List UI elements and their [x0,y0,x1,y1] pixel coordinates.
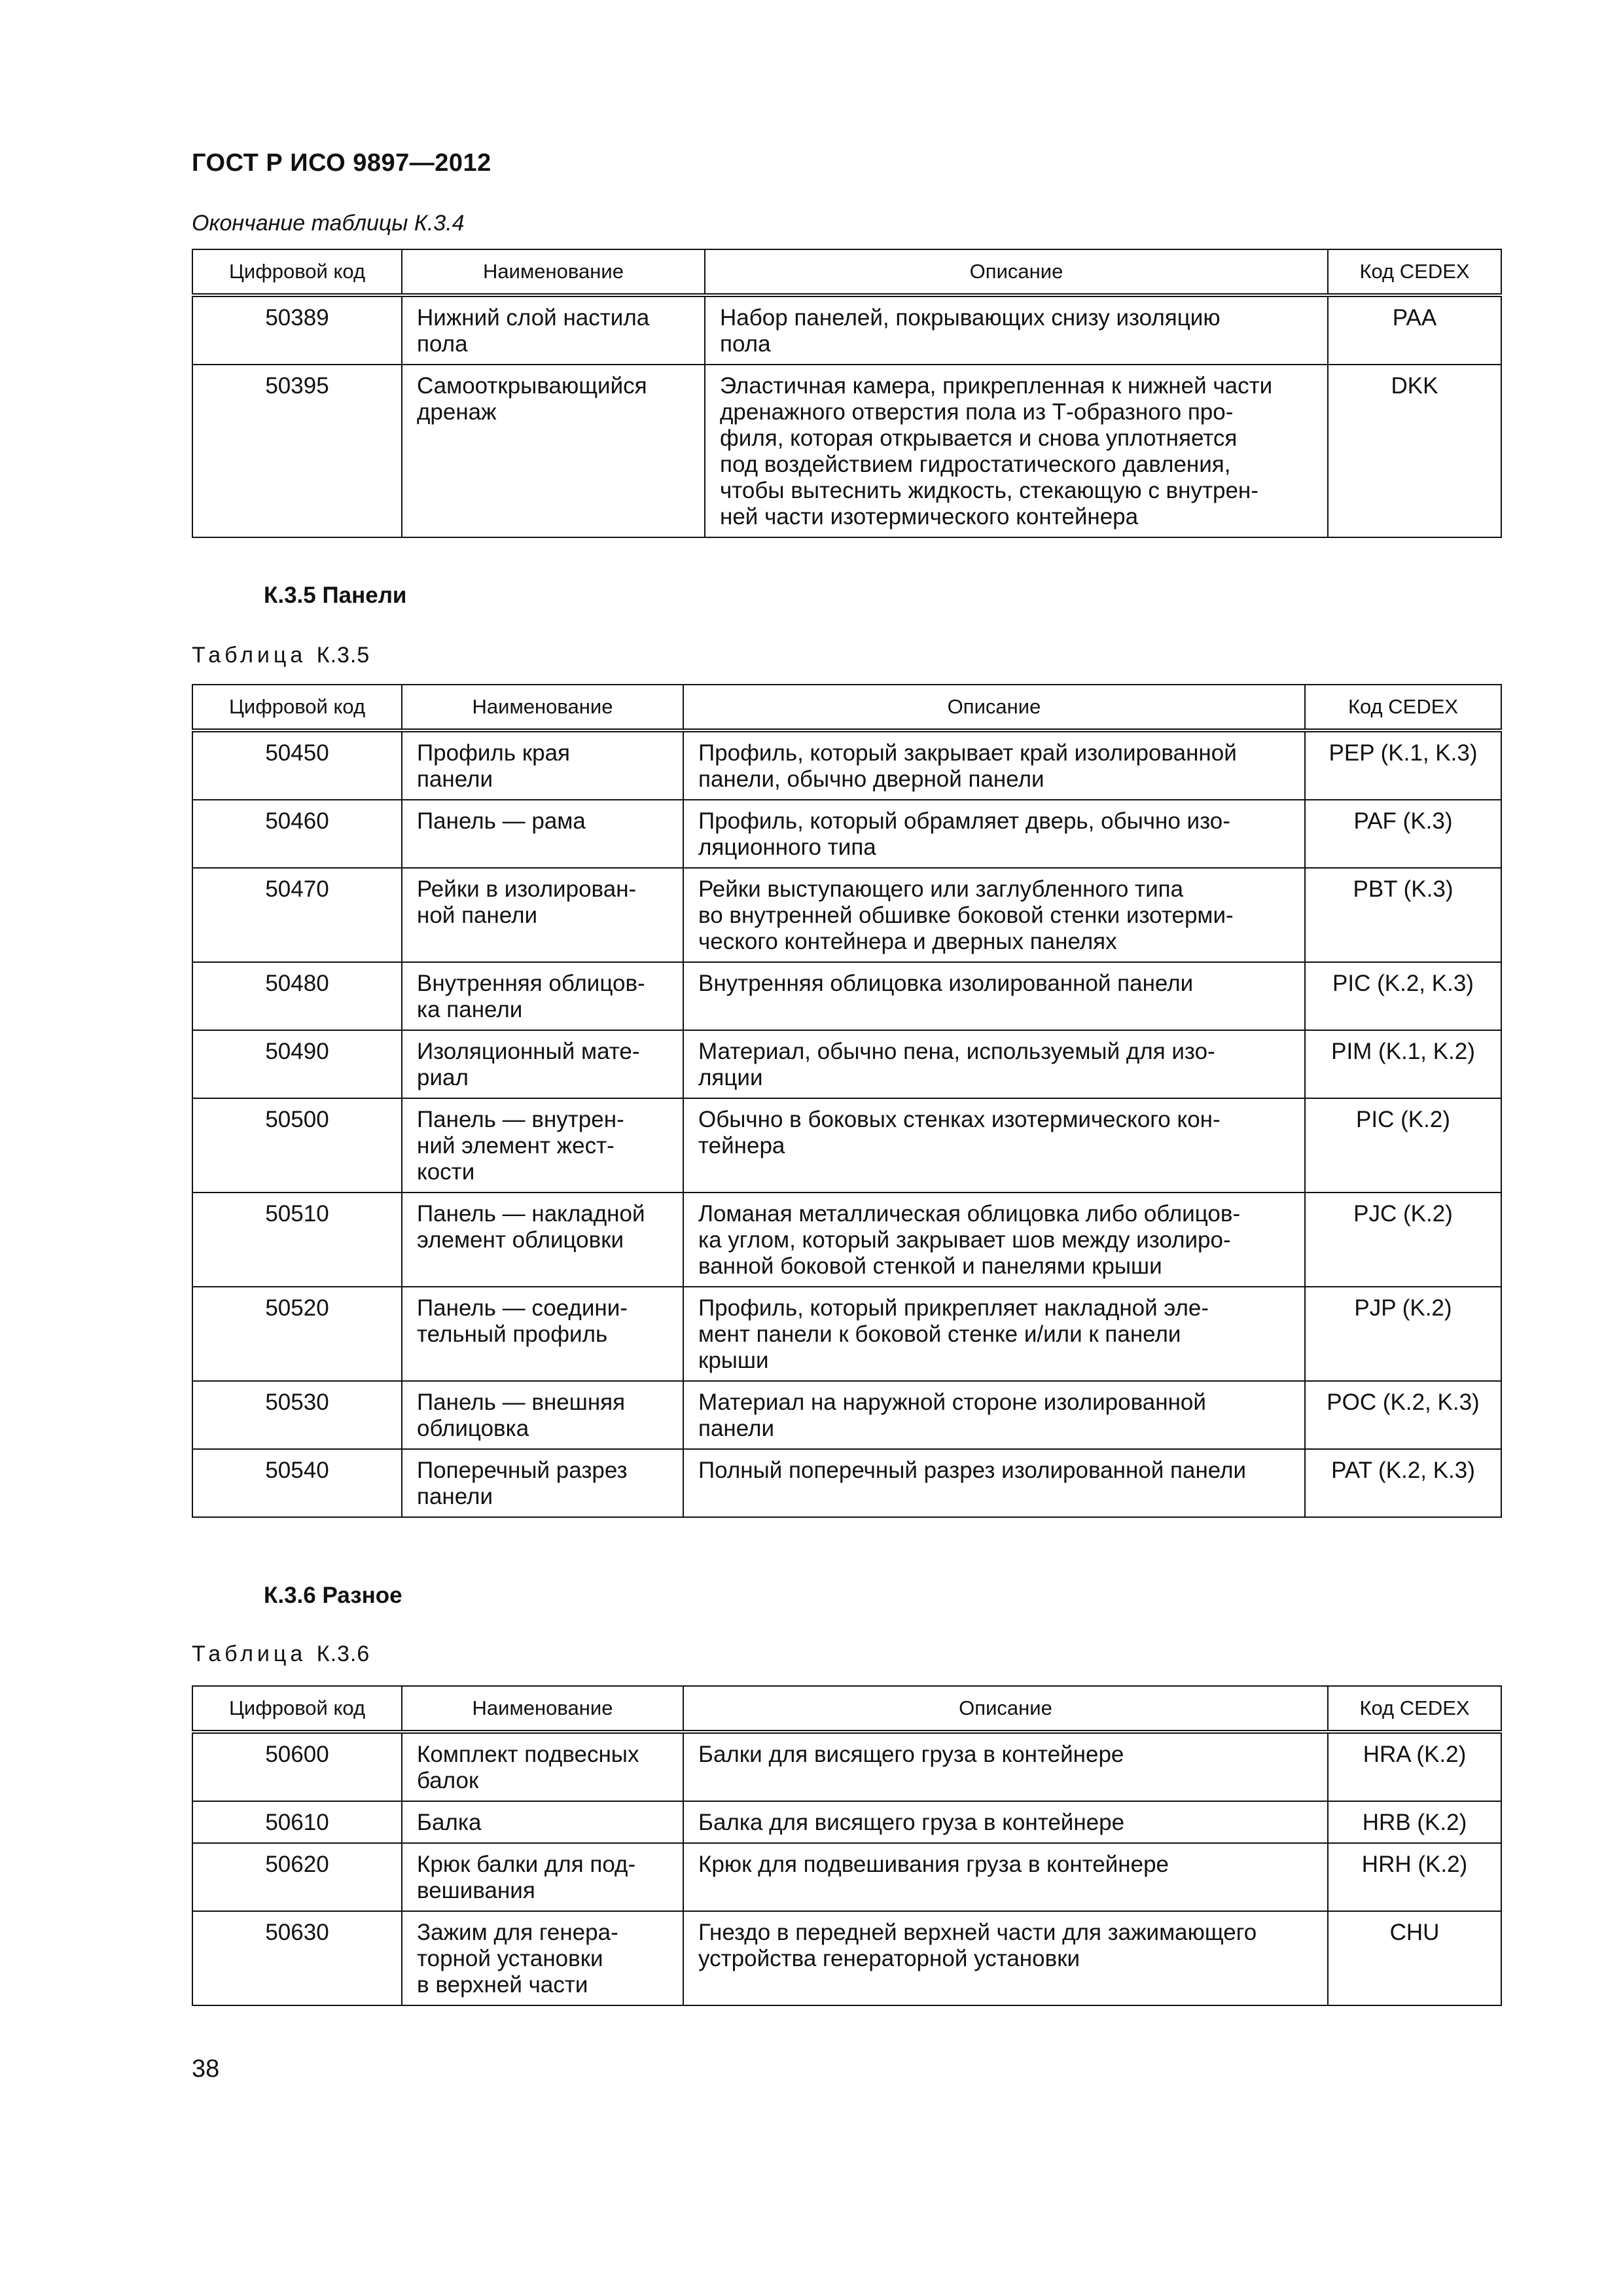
table-row [192,1030,1501,1098]
cell-description: Материал на наружной стороне изолированной панели [683,1381,1305,1449]
cell-cedex: PJC (K.2) [1305,1193,1501,1287]
column-header-cedex: Код CEDEX [1328,249,1501,295]
column-header-code: Цифровой код [192,1686,402,1732]
cell-description: Гнездо в передней верхней части для зажимающего устройства генераторной установки [683,1911,1328,2005]
table-row [192,1381,1501,1449]
cell-cedex: PBT (K.3) [1305,868,1501,962]
cell-name: Комплект подвесных балок [402,1732,683,1801]
cell-cedex: DKK [1328,365,1501,537]
table-row [192,1801,1501,1843]
cell-description: Полный поперечный разрез изолированной панели [683,1449,1305,1517]
cell-cedex: POC (K.2, K.3) [1305,1381,1501,1449]
column-header-cedex: Код CEDEX [1305,685,1501,730]
cell-cedex: HRH (K.2) [1328,1843,1501,1911]
cell-code: 50630 [192,1911,402,2005]
cell-description: Рейки выступающего или заглубленного типа во внутренней обшивке боковой стенки изотерми- ческого контейнера и дверных панелях [683,868,1305,962]
table-row [192,800,1501,868]
cell-code: 50470 [192,868,402,962]
table-row [192,730,1501,800]
cell-cedex: HRA (K.2) [1328,1732,1501,1801]
cell-name: Внутренняя облицов- ка панели [402,962,683,1030]
table-caption-word: Таблица [192,643,307,668]
cell-description: Балки для висящего груза в контейнере [683,1732,1328,1801]
cell-name: Панель — соедини- тельный профиль [402,1287,683,1381]
column-header-name: Наименование [402,1686,683,1732]
cell-name: Панель — рама [402,800,683,868]
cell-cedex: PIC (K.2) [1305,1098,1501,1193]
document-title: ГОСТ Р ИСО 9897—2012 [192,149,491,177]
column-header-description: Описание [683,685,1305,730]
table-row [192,868,1501,962]
table-caption-word: Таблица [192,1641,307,1666]
table-header-row [192,1686,1501,1732]
table-row [192,1098,1501,1193]
cell-description: Профиль, который обрамляет дверь, обычно изо- ляционного типа [683,800,1305,868]
cell-code: 50490 [192,1030,402,1098]
cell-code: 50480 [192,962,402,1030]
cell-name: Самооткрывающийся дренаж [402,365,705,537]
table-k36 [192,1685,1502,2006]
cell-code: 50389 [192,295,402,365]
cell-cedex: PAT (K.2, K.3) [1305,1449,1501,1517]
cell-code: 50520 [192,1287,402,1381]
cell-cedex: PEP (K.1, K.3) [1305,730,1501,800]
cell-name: Профиль края панели [402,730,683,800]
cell-name: Нижний слой настила пола [402,295,705,365]
cell-code: 50620 [192,1843,402,1911]
column-header-name: Наименование [402,249,705,295]
table-row [192,1449,1501,1517]
table-k35 [192,684,1502,1518]
cell-code: 50500 [192,1098,402,1193]
cell-cedex: PIC (K.2, K.3) [1305,962,1501,1030]
table-header-row [192,249,1501,295]
column-header-description: Описание [683,1686,1328,1732]
cell-code: 50460 [192,800,402,868]
cell-name: Панель — внешняя облицовка [402,1381,683,1449]
column-header-cedex: Код CEDEX [1328,1686,1501,1732]
cell-code: 50540 [192,1449,402,1517]
cell-description: Профиль, который закрывает край изолированной панели, обычно дверной панели [683,730,1305,800]
cell-name: Поперечный разрез панели [402,1449,683,1517]
cell-cedex: PAA [1328,295,1501,365]
page-number: 38 [192,2055,220,2083]
table-row [192,1843,1501,1911]
cell-cedex: PAF (K.3) [1305,800,1501,868]
cell-name: Крюк балки для под- вешивания [402,1843,683,1911]
section-heading-k35: К.3.5 Панели [264,583,407,608]
cell-name: Панель — накладной элемент облицовки [402,1193,683,1287]
cell-cedex: PJP (K.2) [1305,1287,1501,1381]
column-header-code: Цифровой код [192,685,402,730]
column-header-name: Наименование [402,685,683,730]
cell-code: 50530 [192,1381,402,1449]
section-heading-k36: К.3.6 Разное [264,1583,402,1608]
cell-description: Материал, обычно пена, используемый для изо- ляции [683,1030,1305,1098]
cell-name: Панель — внутрен- ний элемент жест- кости [402,1098,683,1193]
cell-description: Профиль, который прикрепляет накладной эле- мент панели к боковой стенке и/или к панели крыши [683,1287,1305,1381]
cell-description: Крюк для подвешивания груза в контейнере [683,1843,1328,1911]
cell-code: 50510 [192,1193,402,1287]
table-row [192,1287,1501,1381]
table-k34-caption: Окончание таблицы К.3.4 [192,211,465,236]
cell-code: 50450 [192,730,402,800]
cell-name: Балка [402,1801,683,1843]
cell-name: Изоляционный мате- риал [402,1030,683,1098]
table-row [192,1193,1501,1287]
column-header-code: Цифровой код [192,249,402,295]
table-row [192,1911,1501,2005]
cell-description: Ломаная металлическая облицовка либо облицов- ка углом, который закрывает шов между изолиро- ванной боковой стенкой и панелями крыши [683,1193,1305,1287]
table-row [192,365,1501,537]
cell-code: 50395 [192,365,402,537]
cell-cedex: PIM (K.1, K.2) [1305,1030,1501,1098]
cell-description: Внутренняя облицовка изолированной панели [683,962,1305,1030]
cell-description: Балка для висящего груза в контейнере [683,1801,1328,1843]
table-k35-caption [192,643,370,668]
cell-cedex: CHU [1328,1911,1501,2005]
table-row [192,295,1501,365]
table-k36-caption [192,1641,370,1667]
table-row [192,962,1501,1030]
cell-code: 50600 [192,1732,402,1801]
cell-name: Зажим для генера- торной установки в верхней части [402,1911,683,2005]
table-caption-number: К.3.6 [316,1641,370,1666]
cell-name: Рейки в изолирован- ной панели [402,868,683,962]
table-k34 [192,249,1502,538]
cell-description: Набор панелей, покрывающих снизу изоляцию пола [705,295,1328,365]
table-caption-number: К.3.5 [316,643,370,668]
cell-cedex: HRB (K.2) [1328,1801,1501,1843]
table-row [192,1732,1501,1801]
table-header-row [192,685,1501,730]
cell-description: Эластичная камера, прикрепленная к нижней части дренажного отверстия пола из Т-образного про- филя, которая открывается и снова уплотняется под воздействием гидростатического давления, чтобы вытеснить жидкость, стекающую с внутрен- ней части изотермического контейнера [705,365,1328,537]
cell-description: Обычно в боковых стенках изотермического кон- тейнера [683,1098,1305,1193]
cell-code: 50610 [192,1801,402,1843]
column-header-description: Описание [705,249,1328,295]
